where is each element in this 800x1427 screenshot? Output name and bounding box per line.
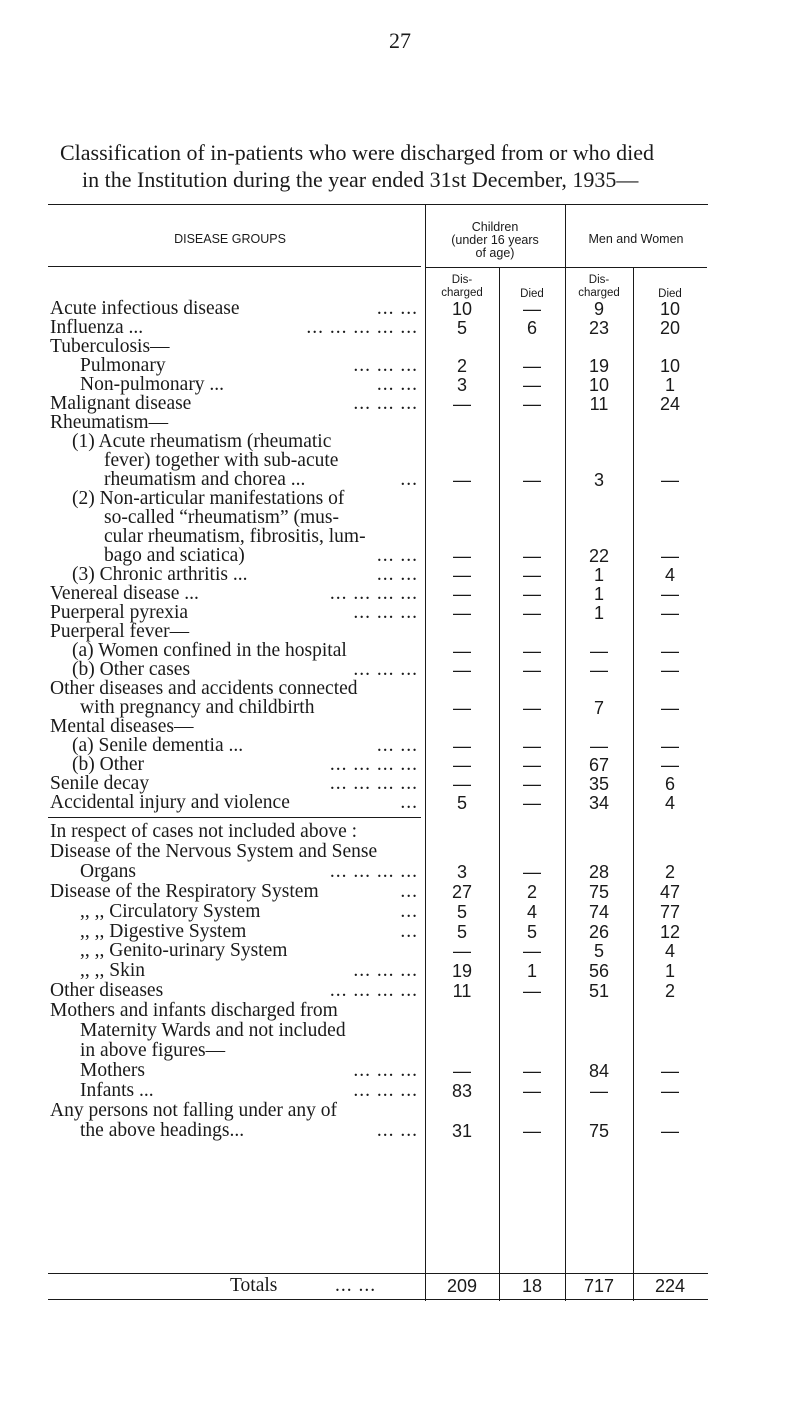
row-label: Other diseases and accidents connected <box>50 678 358 699</box>
row-label: Malignant disease <box>50 393 192 414</box>
row-label: cular rheumatism, fibrositis, lum- <box>104 526 366 547</box>
row-leader-dots: ... ... <box>376 545 418 566</box>
table-row <box>0 1020 800 1042</box>
row-leader-dots: ... ... <box>376 735 418 756</box>
row-leader-dots: ... <box>400 900 418 922</box>
page-number: 27 <box>389 28 411 53</box>
row-label: (a) Women confined in the hospital <box>72 640 347 661</box>
cell-adults-discharged: 26 <box>588 921 610 942</box>
table-row <box>0 861 800 883</box>
row-label: (1) Acute rheumatism (rheumatic <box>72 431 332 452</box>
row-label: ,, ,, Digestive System <box>80 920 247 942</box>
cell-children-died: — <box>523 394 541 414</box>
cell-children-discharged: — <box>453 394 471 414</box>
row-label: Influenza ... <box>50 317 144 338</box>
cell-children-discharged: 10 <box>451 299 473 319</box>
row-label: ,, ,, Genito-urinary System <box>80 940 288 962</box>
cell-adults-died: 6 <box>664 774 675 794</box>
cell-children-died: 4 <box>526 901 537 922</box>
row-label: (b) Other <box>72 754 145 775</box>
row-label: fever) together with sub-acute <box>104 450 339 471</box>
cell-adults-died: — <box>661 1060 679 1081</box>
row-label: Acute infectious disease <box>50 298 240 319</box>
cell-adults-died: 24 <box>659 394 681 414</box>
cell-children-discharged: — <box>453 565 471 585</box>
cell-adults-discharged: — <box>590 660 608 680</box>
cell-adults-discharged: 7 <box>593 698 604 718</box>
row-leader-dots: ... ... ... ... <box>329 980 418 1002</box>
cell-children-discharged: 3 <box>456 861 467 882</box>
table-row <box>0 901 800 923</box>
cell-children-died: — <box>523 774 541 794</box>
row-label: Any persons not falling under any of <box>50 1099 338 1121</box>
row-label: Infants ... <box>80 1079 154 1101</box>
row-label: Tuberculosis— <box>50 336 170 357</box>
cell-adults-discharged: 23 <box>588 318 610 338</box>
cell-adults-discharged: 10 <box>588 375 610 395</box>
cell-children-discharged: 2 <box>456 356 467 376</box>
cell-adults-died: 1 <box>664 375 675 395</box>
cell-adults-died: — <box>661 1080 679 1101</box>
cell-children-died: — <box>523 641 541 661</box>
cell-children-died: — <box>523 861 541 882</box>
cell-adults-died: — <box>661 470 679 490</box>
cell-adults-died: — <box>661 698 679 718</box>
row-leader-dots: ... ... ... <box>353 602 418 623</box>
cell-children-discharged: — <box>453 584 471 604</box>
cell-adults-died: — <box>661 736 679 756</box>
header-rule-left <box>48 266 421 267</box>
cell-adults-died: — <box>661 755 679 775</box>
row-leader-dots: ... ... <box>376 1119 418 1141</box>
header-rule-right <box>425 267 707 268</box>
cell-adults-died: 4 <box>664 793 675 813</box>
table-caption-line-2: in the Institution during the year ended 31st December, 1935— <box>82 167 639 192</box>
table-row <box>0 821 800 843</box>
row-label: with pregnancy and childbirth <box>80 697 315 718</box>
row-label: in above figures— <box>80 1039 226 1061</box>
cell-children-discharged: 5 <box>456 318 467 338</box>
cell-adults-died: 2 <box>664 861 675 882</box>
cell-children-discharged: — <box>453 698 471 718</box>
row-leader-dots: ... ... ... <box>353 659 418 680</box>
cell-adults-died: — <box>661 584 679 604</box>
header-men-and-women: Men and Women <box>588 232 684 246</box>
row-label: Other diseases <box>50 980 164 1002</box>
table-row <box>0 921 800 943</box>
cell-children-died: — <box>523 375 541 395</box>
cell-adults-died: 77 <box>659 901 681 922</box>
row-label: bago and sciatica) <box>104 545 245 566</box>
row-leader-dots: ... <box>400 792 418 813</box>
cell-adults-discharged: 22 <box>588 546 610 566</box>
cell-adults-discharged: 11 <box>589 394 609 414</box>
cell-children-died: — <box>523 546 541 566</box>
cell-adults-died: — <box>661 641 679 661</box>
table-row <box>0 792 800 814</box>
row-label: Puerperal fever— <box>50 621 190 642</box>
table-row <box>0 960 800 982</box>
header-children-line-3: of age) <box>475 246 515 260</box>
cell-adults-died: 1 <box>664 961 675 982</box>
cell-adults-died: 4 <box>664 565 675 585</box>
cell-adults-discharged: 1 <box>593 603 604 623</box>
row-label: rheumatism and chorea ... <box>104 469 306 490</box>
row-leader-dots: ... ... ... <box>353 355 418 376</box>
row-label: the above headings... <box>80 1119 245 1141</box>
totals-label: Totals <box>230 1275 278 1296</box>
row-label: Accidental injury and violence <box>50 792 290 813</box>
cell-children-discharged: — <box>453 736 471 756</box>
cell-adults-discharged: 67 <box>588 755 610 775</box>
row-leader-dots: ... <box>400 469 418 490</box>
cell-children-died: — <box>523 698 541 718</box>
subheader-adults-discharged-2: charged <box>578 287 620 299</box>
row-label: Pulmonary <box>80 355 166 376</box>
cell-children-died: — <box>523 356 541 376</box>
row-leader-dots: ... ... ... <box>353 1059 418 1081</box>
cell-children-discharged: 31 <box>451 1120 473 1141</box>
totals-top-rule <box>48 1273 708 1274</box>
table-row <box>0 1080 800 1102</box>
cell-children-died: — <box>523 755 541 775</box>
cell-children-discharged: — <box>453 1060 471 1081</box>
totals-row <box>0 1275 800 1297</box>
row-leader-dots: ... ... ... ... <box>329 860 418 882</box>
cell-children-died: — <box>523 565 541 585</box>
totals-adults-discharged: 717 <box>583 1276 615 1296</box>
cell-adults-died: 10 <box>659 299 681 319</box>
row-leader-dots: ... ... ... <box>353 393 418 414</box>
cell-adults-discharged: — <box>590 736 608 756</box>
row-label: Maternity Wards and not included <box>80 1020 346 1041</box>
cell-children-discharged: — <box>453 755 471 775</box>
cell-adults-died: — <box>661 660 679 680</box>
table-row <box>0 881 800 903</box>
row-leader-dots: ... ... ... <box>353 1079 418 1101</box>
cell-children-died: — <box>523 793 541 813</box>
cell-adults-died: 47 <box>659 881 681 902</box>
row-label: ,, ,, Skin <box>80 960 146 982</box>
cell-children-died: — <box>523 299 541 319</box>
cell-children-discharged: — <box>453 660 471 680</box>
cell-children-died: — <box>523 584 541 604</box>
row-label: Disease of the Nervous System and Sense <box>50 840 378 862</box>
cell-adults-died: — <box>661 603 679 623</box>
row-leader-dots: ... ... ... ... ... <box>306 317 418 338</box>
cell-adults-discharged: 51 <box>588 981 610 1002</box>
row-leader-dots: ... <box>400 880 418 902</box>
cell-adults-died: 10 <box>659 356 681 376</box>
row-label: (a) Senile dementia ... <box>72 735 244 756</box>
cell-adults-discharged: 28 <box>588 861 610 882</box>
cell-adults-discharged: 56 <box>588 961 610 982</box>
table-row <box>0 1000 800 1022</box>
cell-adults-died: 4 <box>664 941 675 962</box>
cell-children-died: 5 <box>526 921 537 942</box>
cell-children-died: — <box>523 660 541 680</box>
cell-adults-discharged: — <box>590 641 608 661</box>
cell-children-discharged: — <box>453 603 471 623</box>
cell-children-discharged: 5 <box>456 921 467 942</box>
cell-children-discharged: 19 <box>451 961 473 982</box>
totals-adults-died: 224 <box>654 1276 686 1296</box>
cell-children-discharged: 27 <box>451 881 473 902</box>
table-top-rule <box>48 204 708 205</box>
cell-adults-discharged: 5 <box>593 941 604 962</box>
table-row <box>0 980 800 1002</box>
cell-children-died: — <box>523 470 541 490</box>
header-children-line-2: (under 16 years <box>451 233 539 247</box>
row-label: Mothers and infants discharged from <box>50 1000 338 1022</box>
cell-adults-discharged: 74 <box>588 901 610 922</box>
section-divider-rule <box>48 817 421 818</box>
row-label: ,, ,, Circulatory System <box>80 900 261 922</box>
cell-children-discharged: — <box>453 941 471 962</box>
subheader-children-discharged-1: Dis- <box>451 274 473 286</box>
row-label: Non-pulmonary ... <box>80 374 225 395</box>
subheader-children-died: Died <box>520 288 544 300</box>
subheader-adults-died: Died <box>658 288 682 300</box>
cell-children-discharged: 5 <box>456 901 467 922</box>
row-leader-dots: ... ... ... ... <box>329 754 418 775</box>
row-label: Mental diseases— <box>50 716 194 737</box>
table-row <box>0 1120 800 1142</box>
table-row <box>0 1100 800 1122</box>
row-label: Disease of the Respiratory System <box>50 880 319 902</box>
table-caption-line-1: Classification of in-patients who were discharged from or who died <box>60 140 655 165</box>
cell-children-died: — <box>523 736 541 756</box>
row-label: (2) Non-articular manifestations of <box>72 488 345 509</box>
table-row <box>0 1040 800 1062</box>
row-label: (b) Other cases <box>72 659 191 680</box>
row-label: so-called “rheumatism” (mus- <box>104 507 339 528</box>
row-label: In respect of cases not included above : <box>50 821 358 842</box>
header-children-line-1: Children <box>471 220 519 234</box>
cell-children-died: — <box>523 1080 541 1101</box>
row-leader-dots: ... ... <box>376 298 418 319</box>
cell-adults-discharged: 1 <box>593 584 604 604</box>
cell-adults-discharged: 35 <box>588 774 610 794</box>
totals-children-died: 18 <box>521 1276 543 1296</box>
cell-children-died: 2 <box>526 881 537 902</box>
row-leader-dots: ... ... <box>376 374 418 395</box>
cell-children-discharged: 11 <box>452 981 472 1002</box>
cell-children-died: — <box>523 1120 541 1141</box>
header-disease-groups: DISEASE GROUPS <box>174 232 286 246</box>
cell-children-discharged: — <box>453 546 471 566</box>
row-label: Venereal disease ... <box>50 583 199 604</box>
row-label: Senile decay <box>50 773 150 794</box>
row-label: Mothers <box>80 1059 145 1081</box>
totals-children-discharged: 209 <box>446 1276 478 1296</box>
cell-children-discharged: — <box>453 470 471 490</box>
row-leader-dots: ... <box>400 920 418 942</box>
cell-adults-died: — <box>661 546 679 566</box>
totals-bottom-rule <box>48 1299 708 1300</box>
cell-adults-discharged: 1 <box>593 565 604 585</box>
row-leader-dots: ... ... <box>376 564 418 585</box>
row-label: Rheumatism— <box>50 412 169 433</box>
row-label: (3) Chronic arthritis ... <box>72 564 248 585</box>
subheader-children-discharged-2: charged <box>441 287 483 299</box>
row-leader-dots: ... ... ... ... <box>329 583 418 604</box>
cell-children-discharged: — <box>453 774 471 794</box>
cell-adults-discharged: 84 <box>588 1060 610 1081</box>
cell-children-died: — <box>523 981 541 1002</box>
cell-children-died: 6 <box>526 318 537 338</box>
row-label: Organs <box>80 860 136 882</box>
cell-adults-died: 2 <box>664 981 675 1002</box>
cell-adults-died: 20 <box>659 318 681 338</box>
cell-adults-died: — <box>661 1120 679 1141</box>
cell-children-died: — <box>523 941 541 962</box>
cell-adults-discharged: 3 <box>593 470 604 490</box>
cell-children-discharged: — <box>453 641 471 661</box>
subheader-adults-discharged-1: Dis- <box>588 274 610 286</box>
row-leader-dots: ... ... ... <box>353 960 418 982</box>
cell-adults-discharged: — <box>590 1080 608 1101</box>
cell-children-discharged: 83 <box>451 1080 473 1101</box>
totals-dots: ... ... <box>335 1275 377 1296</box>
cell-adults-discharged: 9 <box>593 299 604 319</box>
table-row <box>0 841 800 863</box>
cell-children-died: — <box>523 603 541 623</box>
cell-adults-discharged: 75 <box>588 1120 610 1141</box>
table-row <box>0 940 800 962</box>
row-leader-dots: ... ... ... ... <box>329 773 418 794</box>
cell-children-discharged: 5 <box>456 793 467 813</box>
row-label: Puerperal pyrexia <box>50 602 189 623</box>
cell-adults-died: 12 <box>659 921 681 942</box>
cell-children-died: 1 <box>526 961 537 982</box>
table-row <box>0 1060 800 1082</box>
cell-children-discharged: 3 <box>456 375 467 395</box>
cell-adults-discharged: 19 <box>588 356 610 376</box>
cell-children-died: — <box>523 1060 541 1081</box>
cell-adults-discharged: 34 <box>588 793 610 813</box>
cell-adults-discharged: 75 <box>588 881 610 902</box>
